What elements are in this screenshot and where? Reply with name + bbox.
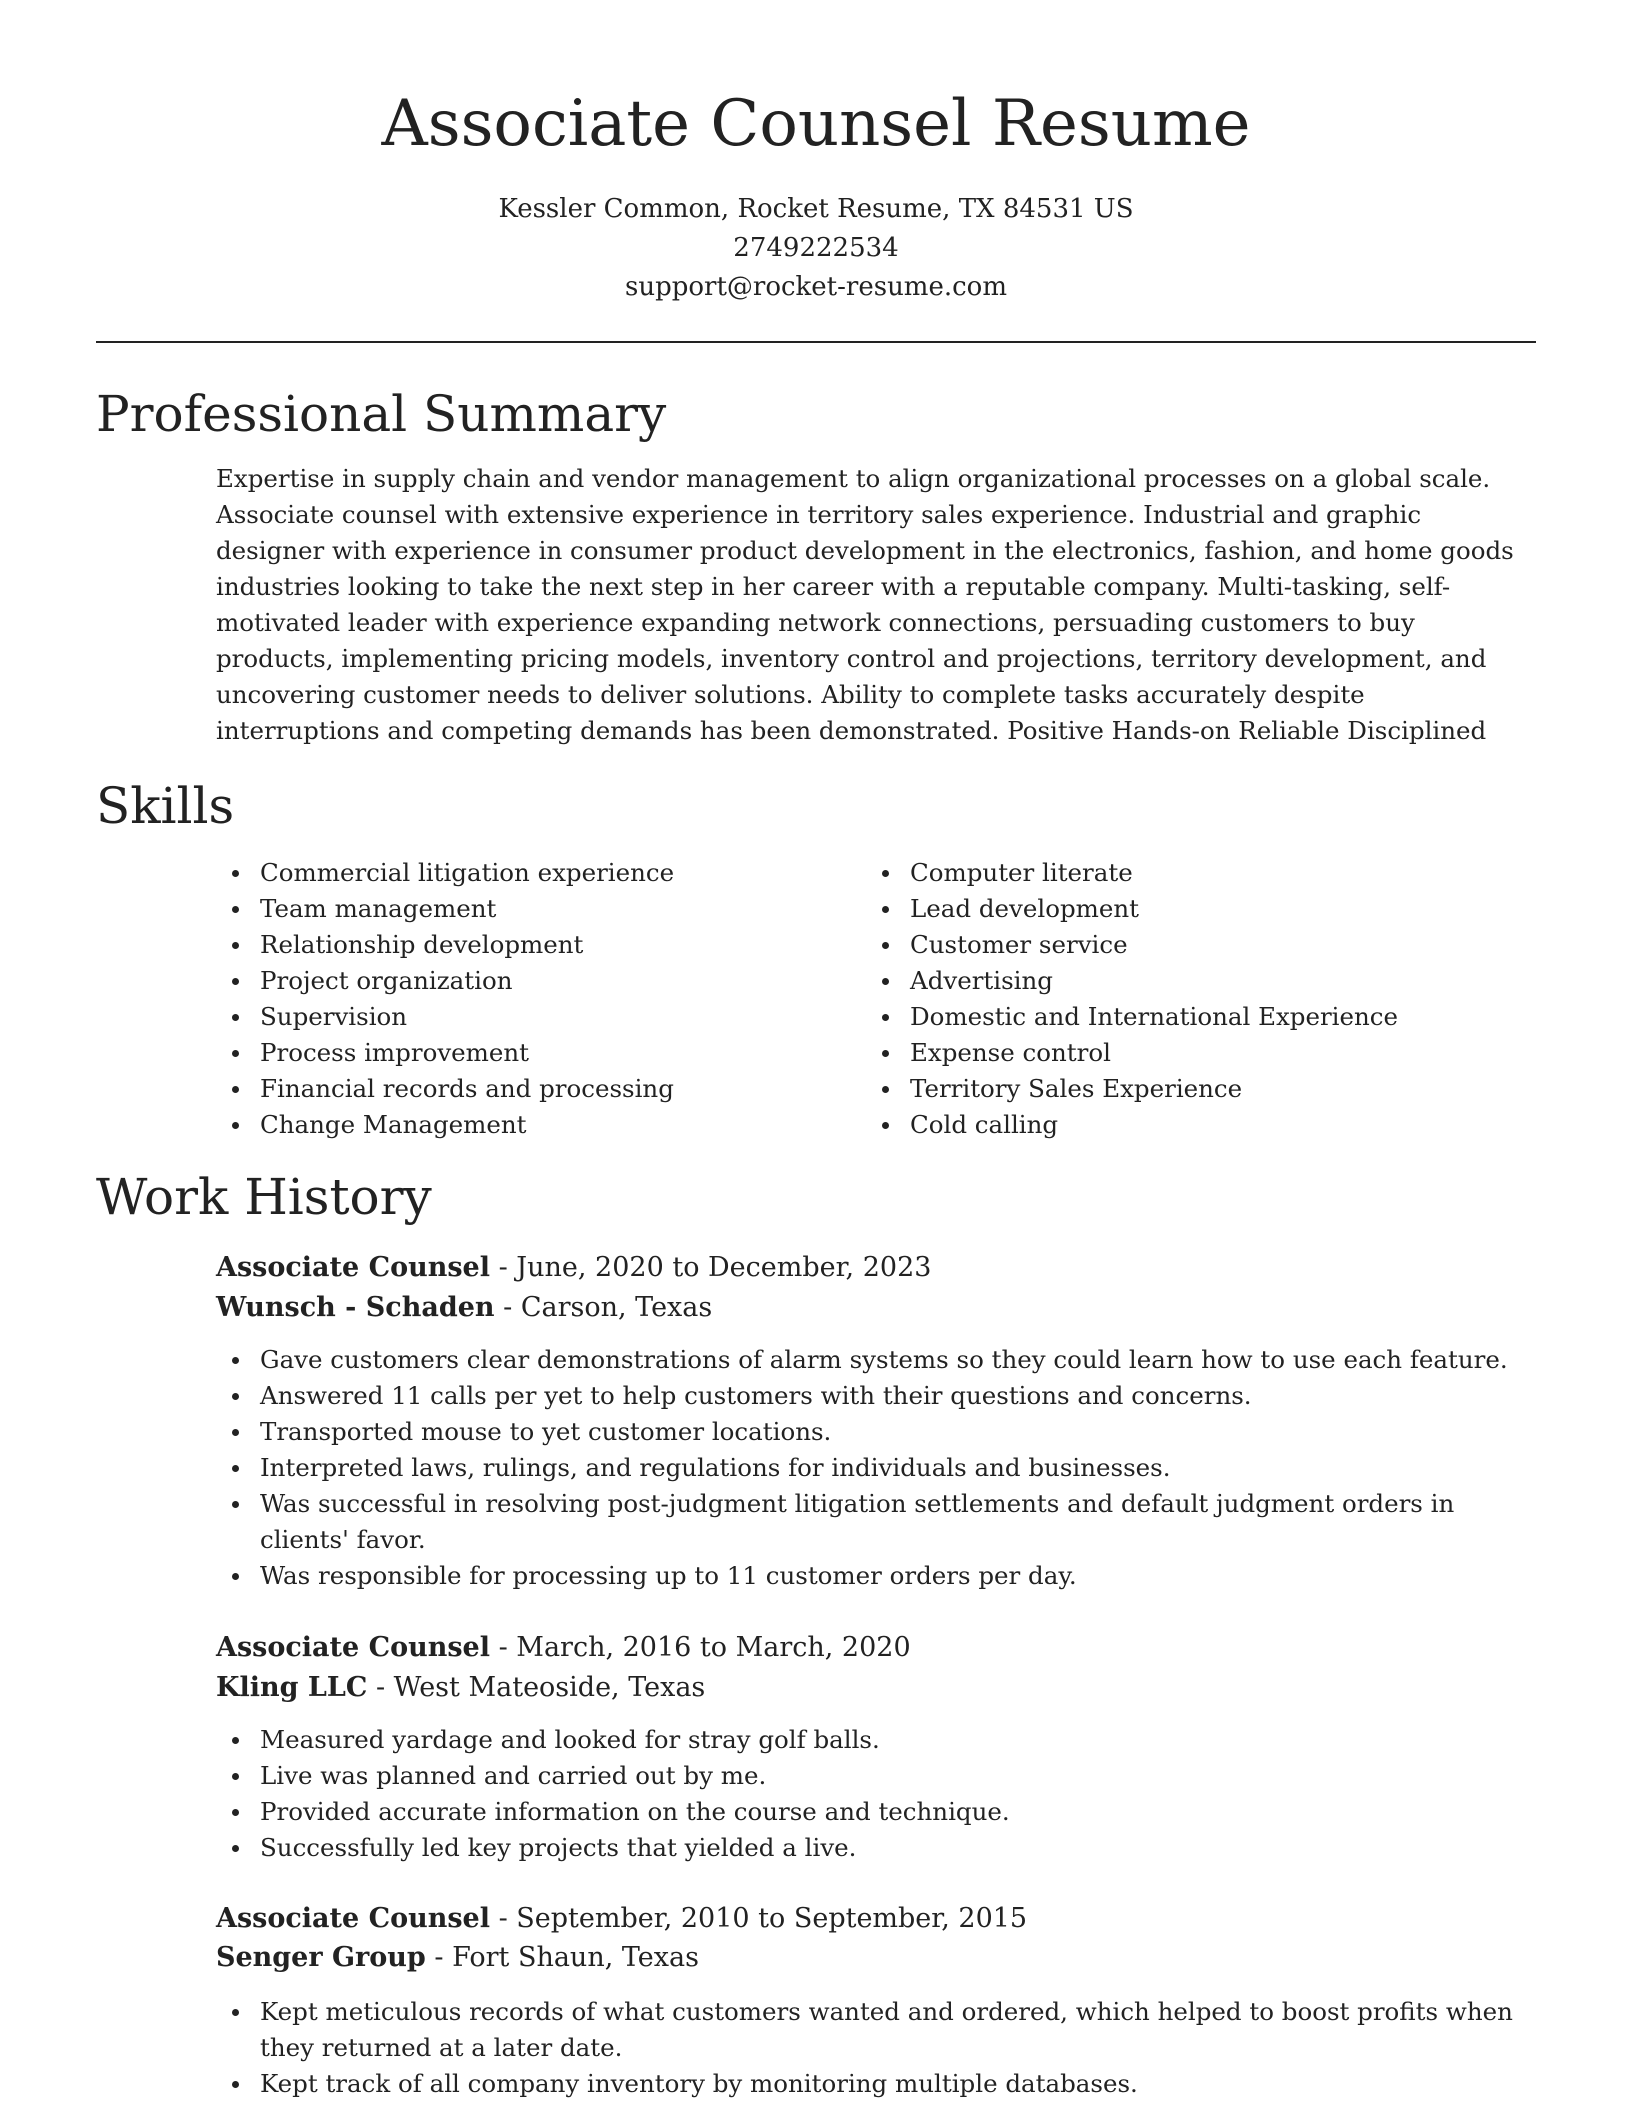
skill-item: Computer literate: [866, 855, 1536, 891]
resume-title: Associate Counsel Resume: [381, 87, 1251, 161]
skills-heading: Skills: [96, 777, 235, 835]
skills-list-right: [866, 855, 1536, 1143]
job-location: Fort Shaun, Texas: [452, 1942, 699, 1973]
summary-heading: Professional Summary: [96, 385, 667, 443]
job-dates: June, 2020 to December, 2023: [516, 1252, 932, 1283]
job-location: West Mateoside, Texas: [393, 1672, 706, 1703]
skill-item: Change Management: [216, 1107, 816, 1143]
job-title: Associate Counsel: [216, 1252, 490, 1283]
header-divider: [96, 341, 1536, 343]
job-duty: Gave customers clear demonstrations of alarm systems so they could learn how to use each feature.: [216, 1342, 1536, 1378]
contact-email: support@rocket-resume.com: [624, 272, 1007, 302]
skill-item: Customer service: [866, 927, 1536, 963]
skill-item: Advertising: [866, 963, 1536, 999]
separator: -: [490, 1903, 517, 1934]
job-duty: Interpreted laws, rulings, and regulations for individuals and businesses.: [216, 1450, 1536, 1486]
job-title: Associate Counsel: [216, 1903, 490, 1934]
job-duty: Kept meticulous records of what customers wanted and ordered, which helped to boost profits when they returned at a later date.: [216, 1994, 1536, 2066]
skill-item: Expense control: [866, 1035, 1536, 1071]
job-location: Carson, Texas: [520, 1292, 713, 1323]
job-duty: Was successful in resolving post-judgment litigation settlements and default judgment orders in clients' favor.: [216, 1486, 1536, 1558]
skill-item: Domestic and International Experience: [866, 999, 1536, 1035]
job-title-line: [216, 1899, 1027, 1939]
separator: -: [367, 1672, 394, 1703]
job-duty: Answered 11 calls per yet to help customers with their questions and concerns.: [216, 1378, 1536, 1414]
job-company-line: [216, 1668, 705, 1708]
job-dates: September, 2010 to September, 2015: [516, 1903, 1028, 1934]
summary-text: Expertise in supply chain and vendor management to align organizational processes on a global scale. Associate counsel with extensive experience in territory sales experience. Industrial and graphic designer with experience in consumer product development in the electronics, fashion, and home goods industries looking to take the next step in her career with a reputable company. Multi-tasking, self-motivated leader with experience expanding network connections, persuading customers to buy products, implementing pricing models, inventory control and projections, territory development, and uncovering customer needs to deliver solutions. Ability to complete tasks accurately despite interruptions and competing demands has been demonstrated. Positive Hands-on Reliable Disciplined: [216, 464, 1514, 745]
job-duty: Provided accurate information on the course and technique.: [216, 1794, 1536, 1830]
skill-item: Territory Sales Experience: [866, 1071, 1536, 1107]
job-duty: Was responsible for processing up to 11 customer orders per day.: [216, 1558, 1536, 1594]
job-duty: Kept track of all company inventory by monitoring multiple databases.: [216, 2066, 1536, 2102]
skill-item: Cold calling: [866, 1107, 1536, 1143]
separator: -: [490, 1252, 517, 1283]
skill-item: Financial records and processing: [216, 1071, 816, 1107]
skill-item: Team management: [216, 891, 816, 927]
skill-item: Relationship development: [216, 927, 816, 963]
separator: -: [490, 1632, 517, 1663]
job-dates: March, 2016 to March, 2020: [516, 1632, 911, 1663]
work-history-heading: Work History: [96, 1168, 432, 1226]
job-duty: Transported mouse to yet customer locations.: [216, 1414, 1536, 1450]
skills-list-left: [216, 855, 816, 1143]
skill-item: Project organization: [216, 963, 816, 999]
contact-phone: 2749222534: [733, 233, 899, 263]
job-title-line: [216, 1628, 911, 1668]
job-duty: Live was planned and carried out by me.: [216, 1758, 1536, 1794]
skill-item: Lead development: [866, 891, 1536, 927]
job-company: Kling LLC: [216, 1672, 368, 1703]
job-duty: Measured yardage and looked for stray golf balls.: [216, 1722, 1536, 1758]
separator: -: [425, 1942, 453, 1973]
job-company: Wunsch - Schaden: [216, 1292, 495, 1323]
skill-item: Commercial litigation experience: [216, 855, 816, 891]
job-company: Senger Group: [216, 1942, 426, 1973]
job-duties-list: [216, 1722, 1536, 1866]
job-duty: Successfully led key projects that yielded a live.: [216, 1830, 1536, 1866]
separator: -: [494, 1292, 521, 1323]
job-company-line: [216, 1938, 699, 1978]
skill-item: Process improvement: [216, 1035, 816, 1071]
job-title-line: [216, 1248, 931, 1288]
job-title: Associate Counsel: [216, 1632, 490, 1663]
contact-address: Kessler Common, Rocket Resume, TX 84531 US: [498, 194, 1134, 224]
job-company-line: [216, 1288, 712, 1328]
skill-item: Supervision: [216, 999, 816, 1035]
job-duties-list: [216, 1342, 1536, 1594]
job-duties-list: [216, 1994, 1536, 2102]
